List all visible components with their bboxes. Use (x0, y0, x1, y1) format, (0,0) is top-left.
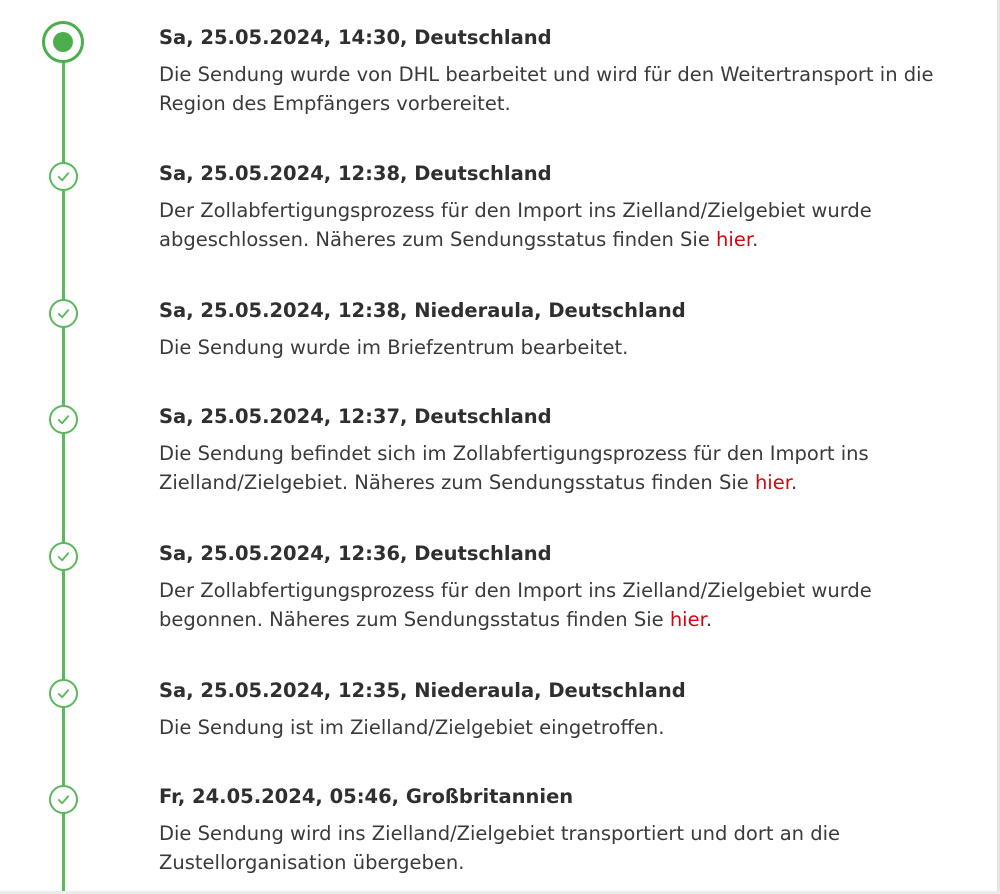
tracking-event (159, 161, 959, 254)
event-description-text: Die Sendung befindet sich im Zollabfertigungsprozess für den Import ins Zielland/Zielgebiet. Näheres zum Sendungsstatus finden Sie (159, 442, 869, 494)
event-title: Fr, 24.05.2024, 05:46, Großbritannien (159, 785, 574, 808)
details-link[interactable]: hier (669, 608, 706, 631)
check-circle-icon (49, 162, 78, 191)
event-title: Sa, 25.05.2024, 12:38, Niederaula, Deutschland (159, 299, 686, 322)
tracking-event (159, 404, 959, 497)
event-description (159, 439, 959, 497)
tracking-event (159, 25, 959, 118)
tracking-event (159, 784, 959, 877)
tracking-event (159, 541, 959, 634)
event-description-suffix: . (790, 471, 798, 494)
event-description-suffix: . (705, 608, 713, 631)
event-title: Sa, 25.05.2024, 14:30, Deutschland (159, 26, 552, 49)
status-dot (53, 32, 73, 52)
check-circle-icon (49, 299, 78, 328)
check-circle-icon (49, 785, 78, 814)
current-status-dot-icon (42, 21, 84, 63)
check-circle-icon (49, 679, 78, 708)
event-title: Sa, 25.05.2024, 12:38, Deutschland (159, 162, 552, 185)
event-description (159, 576, 959, 634)
details-link[interactable]: hier (754, 471, 791, 494)
event-description: Die Sendung wird ins Zielland/Zielgebiet transportiert und dort an die Zustellorganisation übergeben. (159, 822, 840, 874)
event-title: Sa, 25.05.2024, 12:37, Deutschland (159, 405, 552, 428)
event-description: Die Sendung wurde im Briefzentrum bearbeitet. (159, 336, 629, 359)
tracking-event (159, 298, 959, 362)
tracking-event (159, 678, 959, 742)
event-description-text: Der Zollabfertigungsprozess für den Import ins Zielland/Zielgebiet wurde abgeschlossen. Näheres zum Sendungsstatus finden Sie (159, 199, 872, 251)
event-description: Die Sendung ist im Zielland/Zielgebiet eingetroffen. (159, 716, 665, 739)
event-description (159, 196, 959, 254)
event-description: Die Sendung wurde von DHL bearbeitet und wird für den Weitertransport in die Region des Empfängers vorbereitet. (159, 63, 934, 115)
check-circle-icon (49, 405, 78, 434)
check-circle-icon (49, 542, 78, 571)
event-title: Sa, 25.05.2024, 12:35, Niederaula, Deutschland (159, 679, 686, 702)
event-description-suffix: . (752, 228, 759, 251)
event-description-text: Der Zollabfertigungsprozess für den Import ins Zielland/Zielgebiet wurde begonnen. Näheres zum Sendungsstatus finden Sie (159, 579, 872, 631)
event-title: Sa, 25.05.2024, 12:36, Deutschland (159, 542, 552, 565)
details-link[interactable]: hier (716, 228, 753, 251)
